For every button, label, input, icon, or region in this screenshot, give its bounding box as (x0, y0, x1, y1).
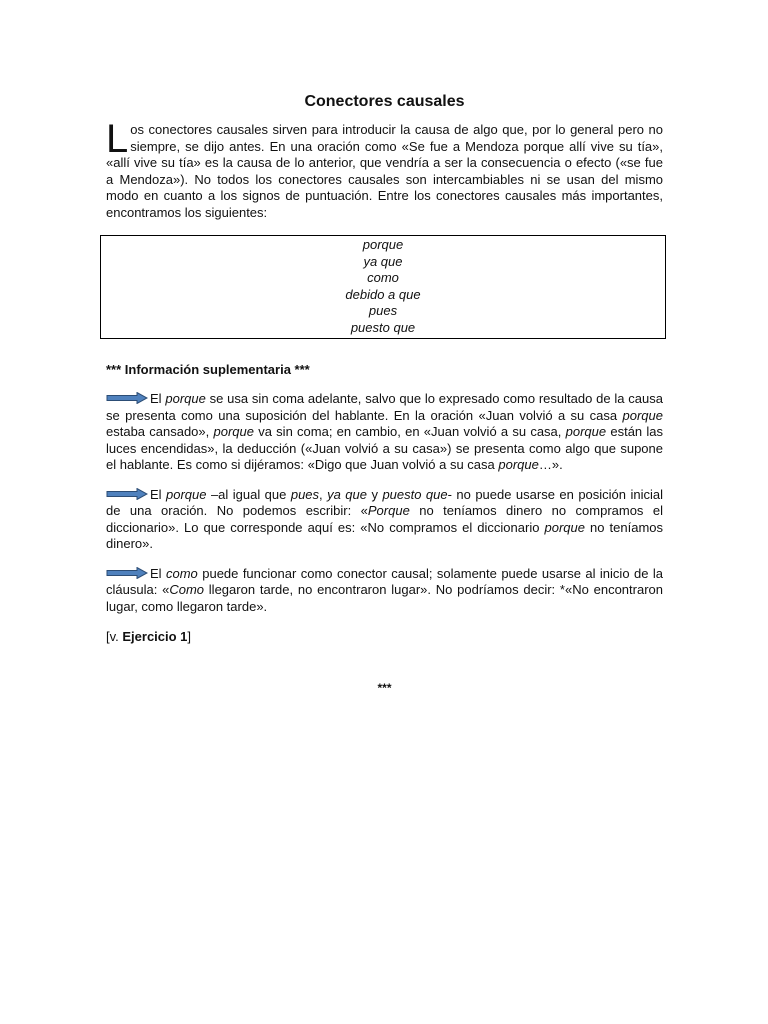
drop-cap: L (106, 117, 129, 161)
intro-text: os conectores causales sirven para introducir la causa de algo que, por lo general pero no siempre, se dijo antes. En una oración como «Se fue a Mendoza porque allí vive su tía», «allí vive su tía» es la causa de lo anterior, que vendría a ser la consecuencia o efecto («se fue a Mendoza»). No todos los conectores causales son intercambiables ni se usan del mismo modo en cuanto a los signos de puntuación. Entre los conectores causales más importantes, encontramos los siguientes: (106, 122, 663, 220)
connector-item: ya que (363, 253, 403, 269)
intro-paragraph (106, 117, 663, 221)
connector-item: puesto que (350, 319, 416, 335)
connector-item: porque (362, 237, 404, 252)
supplementary-heading: *** Información suplementaria *** (106, 362, 310, 377)
connector-item: debido a que (345, 286, 421, 302)
exercise-link: Ejercicio 1 (122, 629, 188, 644)
right-arrow-icon (106, 567, 148, 579)
exercise-reference: [v. Ejercicio 1] (106, 629, 192, 644)
note-porque-comma: El porque se usa sin coma adelante, salvo que lo expresado como resultado de la causa se presenta como una suposición del hablante. En la oración «Juan volvió a su casa porque estaba cansado», porque va sin coma; en cambio, en «Juan volvió a su casa, porque están las luces encendidas», la deducción («Juan volvió a su casa») se presenta como algo que supone el hablante. Es como si dijéramos: «Digo que Juan volvió a su casa porque…». (106, 391, 664, 472)
note-como: El como puede funcionar como conector causal; solamente puede usarse al inicio de la cláusula: «Como llegaron tarde, no encontraron lugar». No podríamos decir: *«No encontraron lugar, como llegaron tarde». (106, 565, 663, 614)
end-marker: *** (377, 681, 392, 695)
right-arrow-icon (106, 392, 148, 404)
connector-item: como (367, 270, 399, 285)
connector-item: pues (368, 303, 398, 318)
right-arrow-icon (106, 488, 148, 500)
connectors-box (100, 235, 666, 339)
note-porque-initial: El porque –al igual que pues, ya que y puesto que- no puede usarse en posición inicial de una oración. No podemos escribir: «Porque no teníamos dinero no compramos el diccionario». Lo que corresponde aquí es: «No compramos el diccionario porque no teníamos dinero». (106, 486, 664, 551)
page-title: Conectores causales (304, 93, 465, 110)
